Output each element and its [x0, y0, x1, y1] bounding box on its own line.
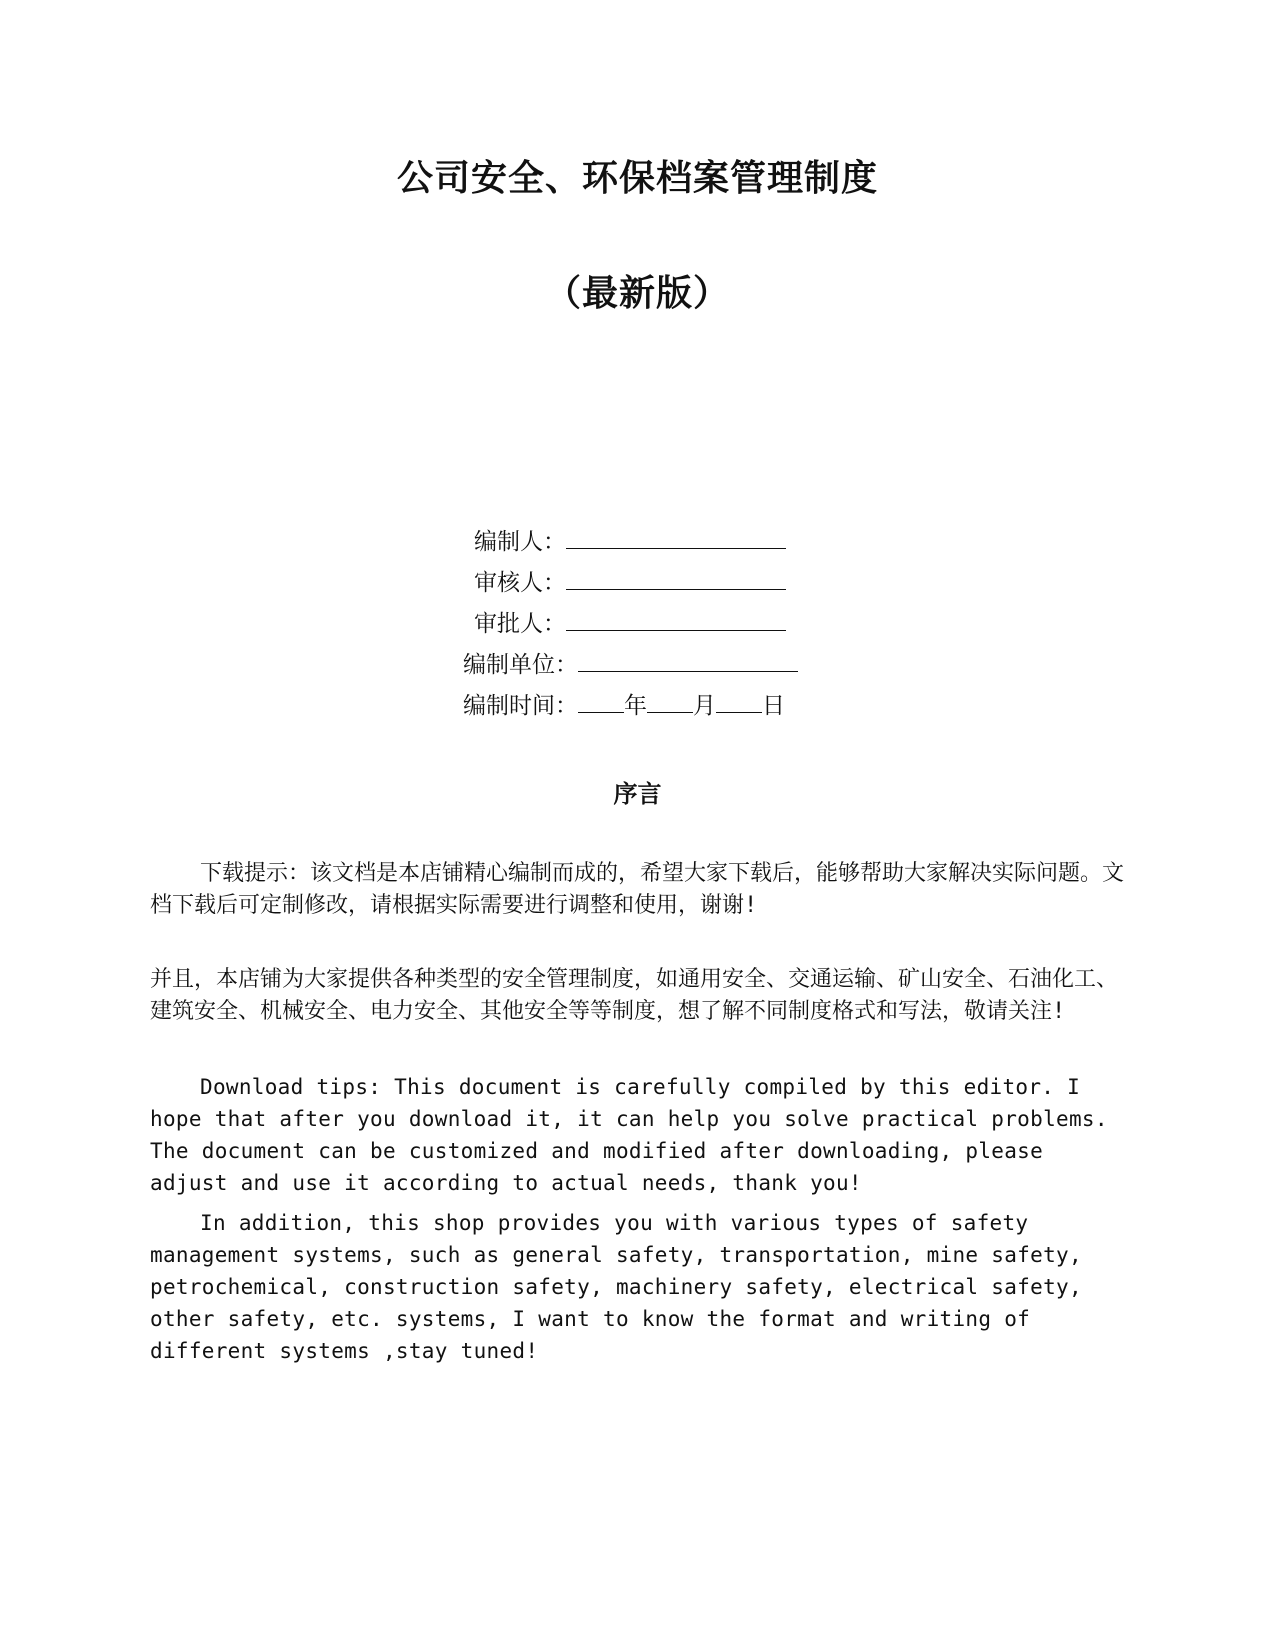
preface-paragraph: 下载提示：该文档是本店铺精心编制而成的，希望大家下载后，能够帮助大家解决实际问题。文档下载后可定制修改，请根据实际需要进行调整和使用，谢谢! [150, 861, 1125, 918]
field-label: 编制单位： [463, 652, 578, 678]
date-month-label: 月 [693, 693, 716, 719]
field-label: 编制时间： [463, 693, 578, 719]
blank-line [578, 645, 798, 672]
date-day-label: 日 [762, 693, 785, 719]
blank-line [647, 686, 693, 713]
blank-line [566, 522, 786, 549]
field-label: 编制人： [474, 529, 566, 555]
preface-paragraph-english: In addition, this shop provides you with various types of safety management systems, such as general safety, transportation, mine safety, petrochemical, construction safety, machinery safety, electrical safety, other safety, etc. systems, I want to know the format and writing of different systems ,stay tuned! [150, 1211, 1082, 1363]
document-title: 公司安全、环保档案管理制度 [396, 158, 878, 199]
field-row-compiler [458, 522, 818, 563]
blank-line [578, 686, 624, 713]
field-row-unit [458, 645, 818, 686]
preface-heading: 序言 [613, 780, 662, 808]
date-year-label: 年 [624, 693, 647, 719]
blank-line [716, 686, 762, 713]
document-subtitle: （最新版） [544, 273, 730, 314]
blank-line [566, 604, 786, 631]
field-row-reviewer [458, 563, 818, 604]
field-row-date [458, 686, 818, 727]
blank-line [566, 563, 786, 590]
field-label: 审核人： [474, 570, 566, 596]
field-row-approver [458, 604, 818, 645]
signature-fields [458, 522, 818, 727]
preface-paragraph-english: Download tips: This document is carefully compiled by this editor. I hope that after you download it, it can help you solve practical problems. The document can be customized and modified after downloading, please adjust and use it according to actual needs, thank you! [150, 1075, 1108, 1195]
preface-paragraph: 并且，本店铺为大家提供各种类型的安全管理制度，如通用安全、交通运输、矿山安全、石油化工、建筑安全、机械安全、电力安全、其他安全等等制度，想了解不同制度格式和写法，敬请关注! [150, 967, 1119, 1024]
field-label: 审批人： [474, 611, 566, 637]
